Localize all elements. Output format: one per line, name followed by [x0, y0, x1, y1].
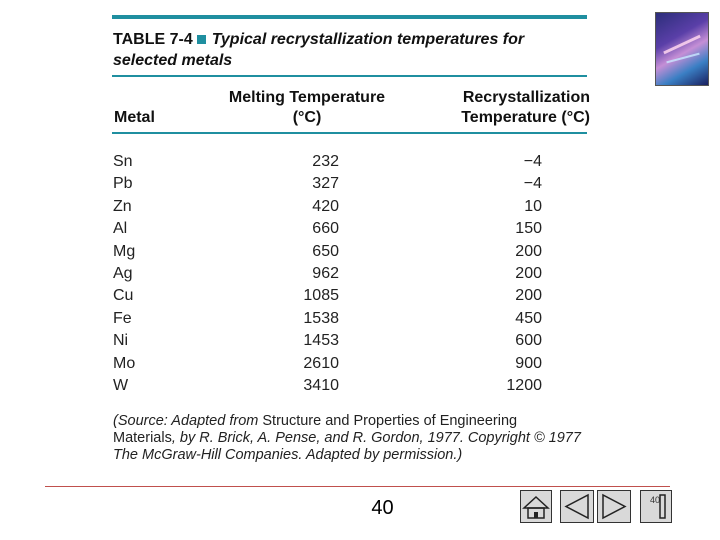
table-row — [113, 241, 588, 263]
cell-melting: 420 — [312, 197, 339, 215]
table-title — [113, 29, 583, 71]
cell-recrystallization: 150 — [515, 220, 542, 238]
table-row — [113, 375, 588, 397]
cell-metal: Ag — [113, 264, 133, 282]
cell-recrystallization: 900 — [515, 354, 542, 372]
title-rule — [112, 75, 587, 77]
cell-melting: 660 — [312, 220, 339, 238]
cell-melting: 2610 — [303, 354, 339, 372]
cell-metal: Mo — [113, 354, 136, 372]
table-title-line1 — [113, 29, 583, 50]
cell-melting: 3410 — [303, 376, 339, 394]
cell-metal: Zn — [113, 197, 132, 215]
table-row — [113, 285, 588, 307]
cell-recrystallization: −4 — [523, 175, 542, 193]
cell-melting: 1538 — [303, 309, 339, 327]
cell-melting: 232 — [312, 153, 339, 170]
cell-metal: Mg — [113, 242, 136, 260]
table-row — [113, 173, 588, 195]
cell-melting: 327 — [312, 175, 339, 193]
book-cover-image — [655, 12, 709, 86]
table-row — [113, 308, 588, 330]
triangle-left-icon — [561, 491, 593, 522]
cell-metal: W — [113, 376, 129, 394]
table-row — [113, 196, 588, 218]
cell-recrystallization: 10 — [524, 197, 542, 215]
header-recr-line2: Temperature (°C) — [461, 109, 590, 126]
nav-page-label: 40 — [650, 495, 661, 505]
slide-number: 40 — [371, 497, 394, 519]
table-row — [113, 263, 588, 285]
cell-melting: 1453 — [303, 332, 339, 350]
source-suffix: , by R. Brick, A. Pense, and R. Gordon, 1977. Copyright © 1977 The McGraw-Hill Companies. Adapted by permission.) — [113, 430, 581, 463]
table-number: TABLE 7-4 — [113, 31, 193, 48]
cell-recrystallization: 450 — [515, 309, 542, 327]
header-melting-line2: (°C) — [292, 109, 322, 126]
cell-metal: Pb — [113, 175, 133, 193]
table-row — [113, 218, 588, 240]
header-metal: Metal — [114, 109, 155, 126]
footer-rule — [45, 486, 670, 487]
source-book-title: Structure and Properties of Engineering Materials — [113, 413, 518, 446]
square-bullet-icon — [197, 35, 206, 44]
cell-metal: Cu — [113, 287, 134, 305]
header-recrystallization — [430, 88, 590, 128]
table-body — [113, 151, 588, 397]
header-recr-line1: Recrystallization — [462, 89, 590, 106]
cell-metal: Al — [113, 220, 128, 238]
cell-metal: Ni — [113, 332, 129, 350]
table-title-text2: selected metals — [113, 52, 233, 69]
cell-recrystallization: −4 — [523, 153, 542, 170]
cell-recrystallization: 200 — [515, 264, 542, 282]
table-title-text1: Typical recrystallization temperatures for — [211, 31, 525, 48]
table-row — [113, 330, 588, 352]
source-prefix: (Source: Adapted from — [113, 413, 263, 429]
cell-recrystallization: 1200 — [506, 376, 542, 394]
cell-melting: 962 — [312, 264, 339, 282]
cell-recrystallization: 600 — [515, 332, 542, 350]
previous-button[interactable] — [560, 490, 594, 523]
cell-metal: Fe — [113, 309, 132, 327]
table-row — [113, 353, 588, 375]
home-icon — [521, 491, 551, 522]
cell-recrystallization: 200 — [515, 287, 542, 305]
home-button[interactable] — [520, 490, 552, 523]
table-row — [113, 151, 588, 173]
next-button[interactable] — [597, 490, 631, 523]
cell-recrystallization: 200 — [515, 242, 542, 260]
header-melting — [222, 88, 392, 128]
header-melting-line1: Melting Temperature — [228, 89, 386, 106]
triangle-right-icon — [598, 491, 630, 522]
cell-melting: 1085 — [303, 287, 339, 305]
top-rule — [112, 15, 587, 19]
table-source-note — [113, 413, 583, 464]
cell-metal: Sn — [113, 153, 133, 170]
header-rule — [112, 132, 587, 134]
cell-melting: 650 — [312, 242, 339, 260]
